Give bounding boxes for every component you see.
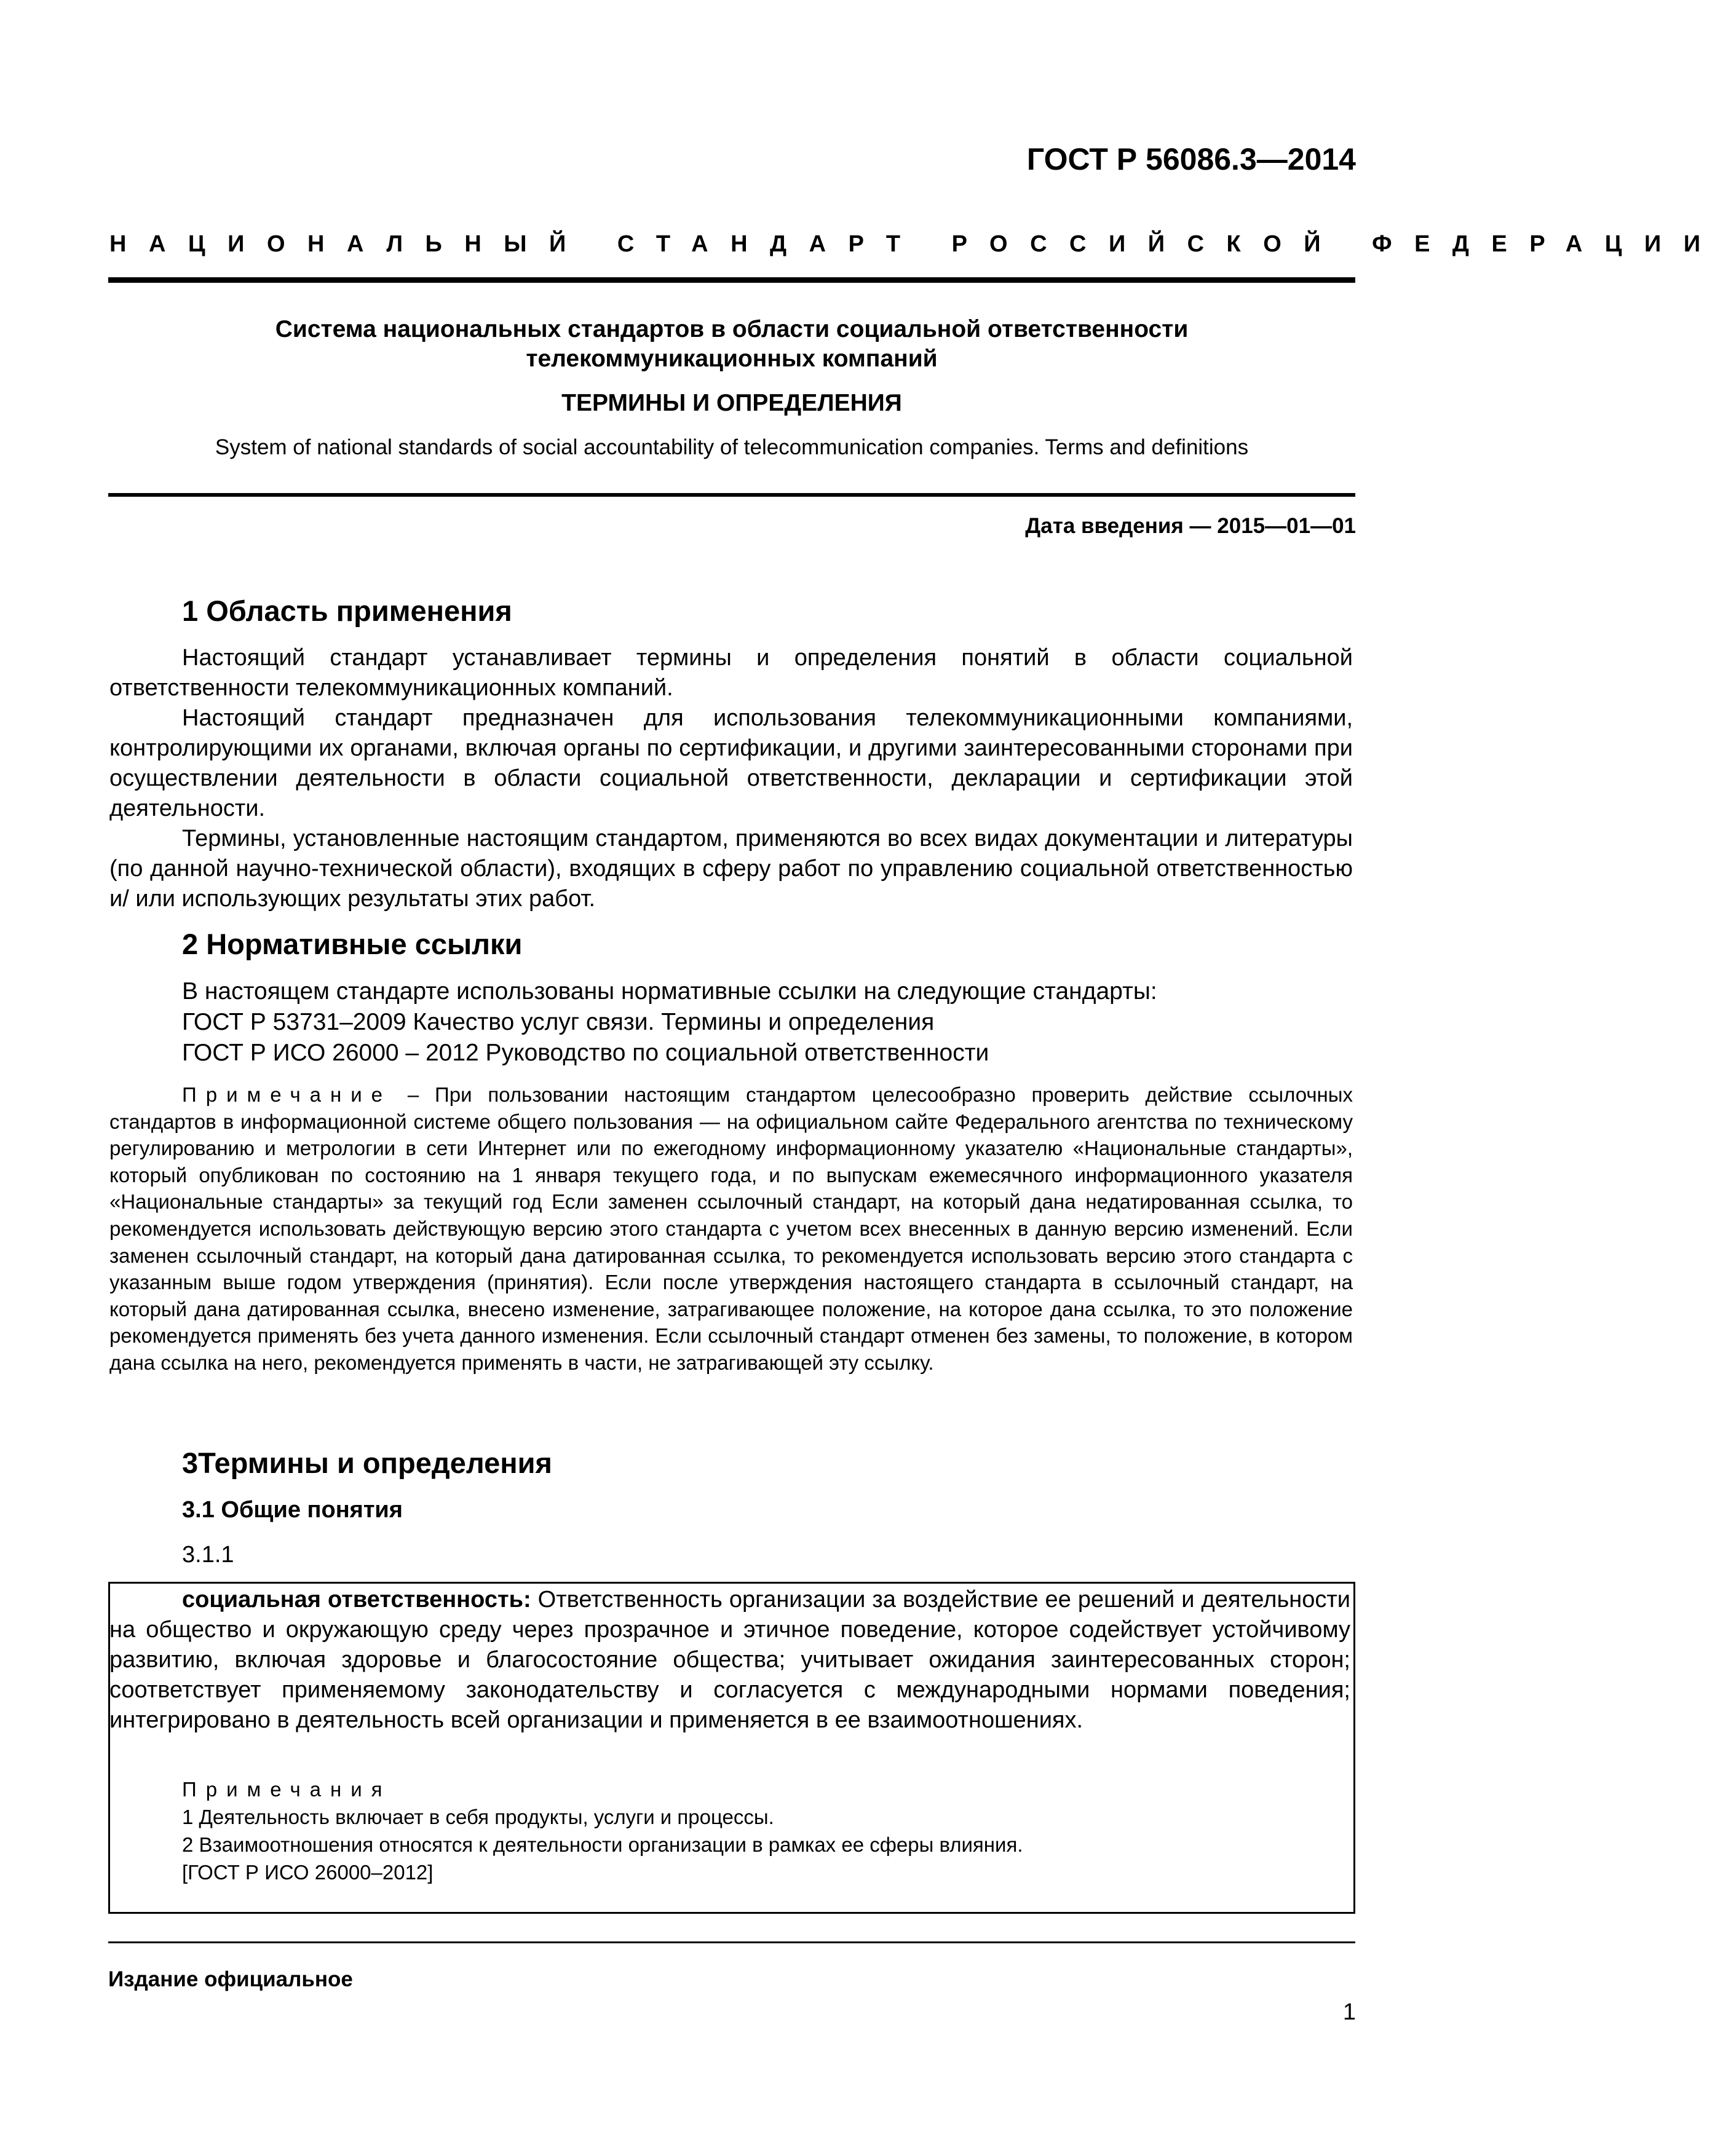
term-definition xyxy=(109,1585,1350,1735)
section-1-body xyxy=(109,643,1353,914)
note-label: Примечание xyxy=(182,1083,392,1106)
references-note xyxy=(109,1081,1353,1376)
reference-item: ГОСТ Р 53731–2009 Качество услуг связи. Термины и определения xyxy=(182,1009,935,1035)
standard-number: ГОСТ Р 56086.3—2014 xyxy=(1026,142,1356,176)
paragraph: Термины, установленные настоящим стандартом, применяются во всех видах документации и литературы (по данной научно-технической области), входящих в сферу работ по управлению социальной ответственностью и/ или использующих результаты этих работ. xyxy=(109,826,1353,912)
subsection-heading: 3.1 Общие понятия xyxy=(182,1497,403,1523)
reference-item: ГОСТ Р ИСО 26000 – 2012 Руководство по социальной ответственности xyxy=(182,1040,989,1066)
page-number: 1 xyxy=(1342,1999,1356,2025)
title-line-1: Система национальных стандартов в области социальной ответственности xyxy=(275,316,1189,342)
document-title xyxy=(108,315,1355,374)
introduction-date: Дата введения — 2015—01—01 xyxy=(1025,514,1356,538)
official-edition-label: Издание официальное xyxy=(108,1967,353,1991)
term-definition-text: Ответственность организации за воздействие ее решений и деятельности на общество и окружающую среду через прозрачное и этичное поведение, которое содействует устойчивому развитию, включая здоровье и благосостояние общества; учитывает ожидания заинтересованных сторон; соответствует применяемому законодательству и согласуется с международными нормами поведения; интегрировано в деятельность всей организации и применяется в ее взаимоотношениях. xyxy=(109,1587,1350,1733)
english-title: System of national standards of social accountability of telecommunication companies. Terms and definitions xyxy=(215,435,1249,459)
note-item: 2 Взаимоотношения относятся к деятельности организации в рамках ее сферы влияния. xyxy=(182,1833,1023,1856)
footer-divider xyxy=(108,1941,1355,1943)
references-intro: В настоящем стандарте использованы нормативные ссылки на следующие стандарты: xyxy=(182,978,1157,1005)
note-item: 1 Деятельность включает в себя продукты, услуги и процессы. xyxy=(182,1806,774,1828)
title-line-2: телекоммуникационных компаний xyxy=(526,346,938,372)
term-source: [ГОСТ Р ИСО 26000–2012] xyxy=(182,1861,434,1884)
term-name: социальная ответственность: xyxy=(182,1587,531,1613)
paragraph: Настоящий стандарт предназначен для использования телекоммуникационными компаниями, контролирующими их органами, включая органы по сертификации, и другими заинтересованными сторонами при осуществлении деятельности в области социальной ответственности, декларации и сертификации этой деятельности. xyxy=(109,705,1353,821)
notes-label: Примечания xyxy=(182,1778,392,1801)
section-1-heading: 1 Область применения xyxy=(182,594,512,627)
terms-title: ТЕРМИНЫ И ОПРЕДЕЛЕНИЯ xyxy=(561,390,902,416)
title-divider xyxy=(108,493,1355,497)
section-3-heading: 3Термины и определения xyxy=(182,1447,552,1479)
national-standard-banner: НАЦИОНАЛЬНЫЙ СТАНДАРТ РОССИЙСКОЙ ФЕДЕРАЦИИ xyxy=(109,231,1723,257)
term-notes xyxy=(182,1775,1023,1886)
note-text: – При пользовании настоящим стандартом целесообразно проверить действие ссылочных стандартов в информационной системе общего пользования — на официальном сайте Федерального агентства по техническому регулированию и метрологии в сети Интернет или по ежегодному информационному указателю «Национальные стандарты», который опубликован по состоянию на 1 января текущего года, и по выпускам ежемесячного информационного указателя «Национальные стандарты» за текущий год Если заменен ссылочный стандарт, на который дана недатированная ссылка, то рекомендуется использовать действующую версию этого стандарта с учетом всех внесенных в данную версию изменений. Если заменен ссылочный стандарт, на который дана датированная ссылка, то рекомендуется использовать версию этого стандарта с указанным выше годом утверждения (принятия). Если после утверждения настоящего стандарта в ссылочный стандарт, на который дана датированная ссылка, внесено изменение, затрагивающее положение, на которое дана ссылка, то это положение рекомендуется применять без учета данного изменения. Если ссылочный стандарт отменен без замены, то положение, в котором дана ссылка на него, рекомендуется применять в части, не затрагивающей эту ссылку. xyxy=(109,1083,1353,1374)
term-number: 3.1.1 xyxy=(182,1542,234,1568)
section-2-heading: 2 Нормативные ссылки xyxy=(182,928,523,960)
header-divider xyxy=(108,277,1355,283)
paragraph: Настоящий стандарт устанавливает термины и определения понятий в области социальной ответственности телекоммуникационных компаний. xyxy=(109,645,1353,701)
normative-references xyxy=(182,976,1157,1068)
